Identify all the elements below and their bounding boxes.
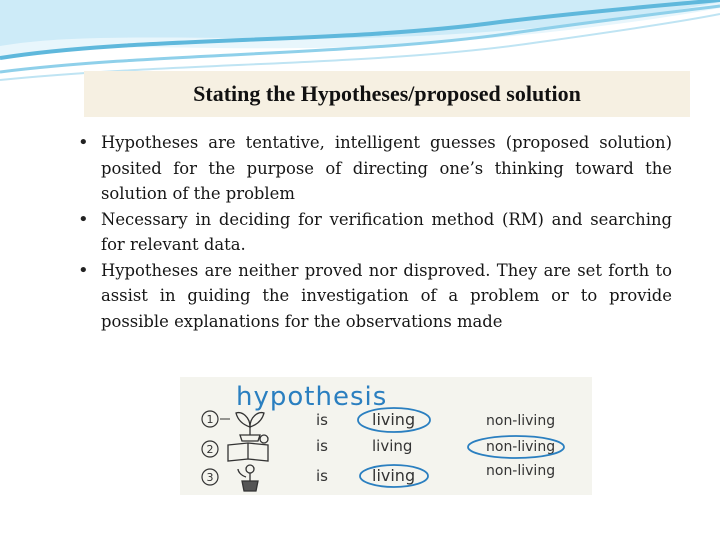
flower-pot-doodle-icon: [238, 465, 258, 491]
slide-title: Stating the Hypotheses/proposed solution: [193, 81, 581, 106]
bullet-text: Hypotheses are tentative, intelligent guesses (proposed solution) posited for the purpose of directing one’s thinking toward the solution of the problem: [101, 133, 672, 203]
bullet-icon: •: [78, 208, 89, 230]
row-choice-a: living: [372, 466, 416, 485]
bullet-item: [76, 258, 672, 335]
row-number: 3: [206, 471, 214, 484]
book-doodle-icon: [228, 435, 268, 461]
hypothesis-illustration: [180, 377, 592, 495]
row-verb: is: [316, 411, 328, 429]
title-band: [84, 71, 690, 117]
row-choice-a: living: [372, 410, 416, 429]
row-verb: is: [316, 467, 328, 485]
bullet-text: Hypotheses are neither proved nor disproved. They are set forth to assist in guiding the investigation of a problem or to provide possible explanations for the observations made: [101, 260, 672, 331]
row-choice-b: non-living: [486, 439, 556, 455]
bullet-text: Necessary in deciding for verification method (RM) and searching for relevant data.: [101, 209, 672, 254]
hypothesis-row: [202, 436, 564, 458]
illustration-heading: hypothesis: [236, 382, 388, 412]
bullet-icon: •: [78, 259, 89, 281]
sprout-doodle-icon: [236, 413, 264, 441]
row-verb: is: [316, 437, 328, 455]
bullet-list: [76, 130, 672, 334]
row-choice-a: living: [372, 437, 413, 455]
bullet-icon: •: [78, 132, 89, 153]
row-number: 2: [206, 443, 214, 456]
row-choice-b: non-living: [486, 463, 556, 479]
row-number: 1: [206, 413, 214, 426]
row-choice-b: non-living: [486, 413, 556, 429]
bullet-item: [76, 207, 672, 258]
bullet-item: [76, 130, 672, 207]
